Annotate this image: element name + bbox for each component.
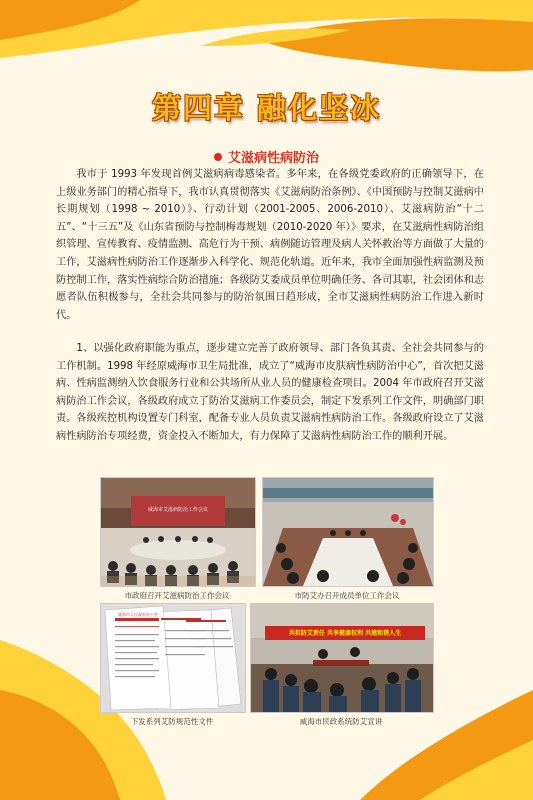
paragraph-intro: 我市于 1993 年发现首例艾滋病病毒感染者。多年来，在各级党委政府的正确领导下，在上级业务部门的精心指导下，我市认真贯彻落实《艾滋病防治条例》、《中国预防与控制艾滋病中长期规划（1998 ~ 2010）》、行动计划（2001-2005、2006-2010）、艾滋病防治“十二五”、“十三五”及《山东省预防与控制梅毒规划（2010-2020 年）》要求，在艾滋病性病防治组织管理、宣传教育、疫情监测、高危行为干预、病例随访管理及病人关怀救治等方面做了大量的工作，艾滋病性病防治工作逐渐步入科学化、规范化轨道。近年来，我市全面加强性病监测及预防控制工作，落实性病综合防治措施；各级防艾委成员单位明确任务、各司其职，社会团体和志愿者队伍积极参与，全社会共同参与的防治氛围日趋形成，全市艾滋病性病防治工作进入新时代。 xyxy=(56,169,484,321)
section-heading xyxy=(0,147,533,166)
caption-photo-3: 下发系列艾防规范性文件 xyxy=(130,717,214,726)
meeting-banner-text: 威海市艾滋病防治工作会议 xyxy=(147,507,208,513)
chapter-title: 第四章 融化坚冰 xyxy=(151,91,382,125)
paragraph-government-role: 1、以强化政府职能为重点，逐步建立完善了政府领导、部门各负其责、全社会共同参与的工作机制。1998 年经原威海市卫生局批准，成立了“威海市皮肤病性病防治中心”，首次把艾滋病、性病监测纳入饮食服务行业和公共场所从业人员的健康检查项目。2004 年市政府召开艾滋病防治工作会议，各级政府成立了防治艾滋病工作委员会，制定下发系列工作文件，明确部门职责。各级疾控机构设置专门科室，配备专业人员负责艾滋病性病防治工作。各级政府设立了艾滋病性病防治专项经费，资金投入不断加大，有力保障了艾滋病性病防治工作的顺利开展。 xyxy=(56,343,484,442)
photo-government-meeting xyxy=(100,477,256,587)
section-title: 艾滋病性病防治 xyxy=(227,151,319,166)
photo-documents xyxy=(100,603,246,713)
caption-photo-2: 市防艾办召开成员单位工作会议 xyxy=(294,591,400,600)
lecture-banner-text: 共担防艾责任 共享健康权利 共建和谐人生 xyxy=(288,630,402,637)
photo-civil-affairs-lecture xyxy=(250,603,434,713)
bullet-dot-icon xyxy=(214,153,222,161)
caption-photo-4: 威海市民政系统防艾宣讲 xyxy=(299,717,383,726)
photo-office-meeting xyxy=(262,477,434,587)
document-header-text: 威海市人民政府办公室 xyxy=(118,612,158,617)
caption-photo-1: 市政府召开艾滋病防治工作会议 xyxy=(124,591,230,600)
